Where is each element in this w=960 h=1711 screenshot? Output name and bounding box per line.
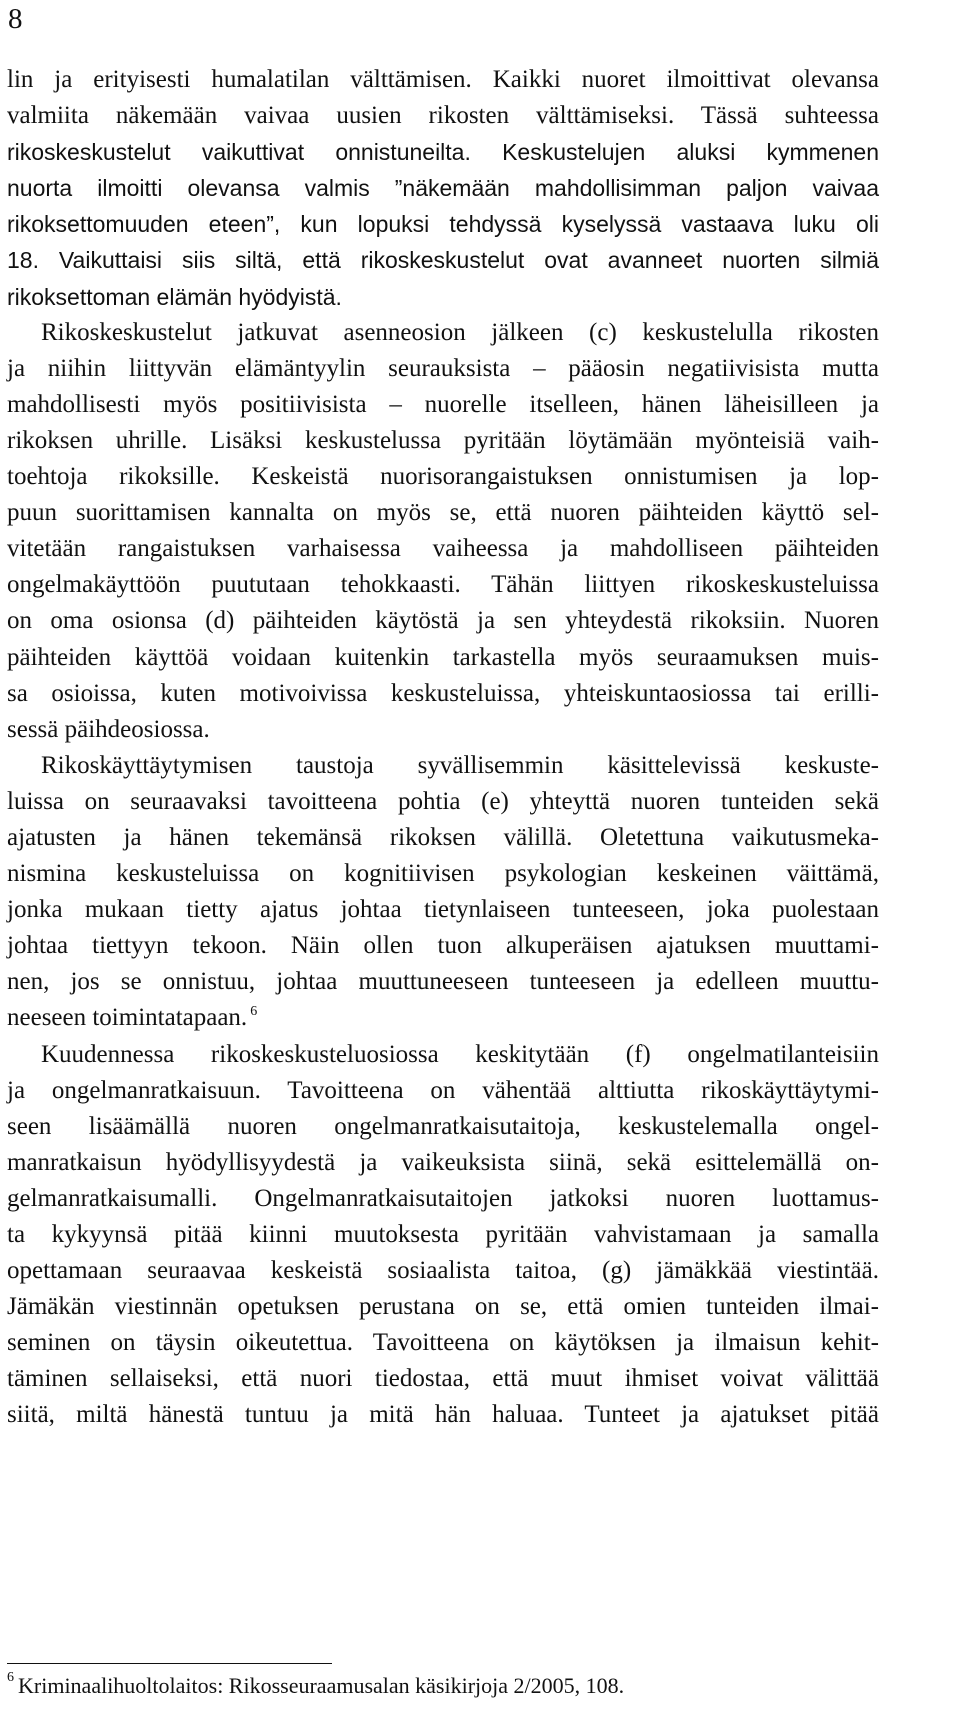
text-line: Jämäkän viestinnän opetuksen perustana on se, että omien tunteiden ilmai- (7, 1293, 879, 1321)
text-line: on oma osionsa (d) päihteiden käytöstä ja sen yhteydestä rikoksiin. Nuoren (7, 607, 879, 635)
text-line (7, 1000, 879, 1036)
paragraph-start-line: Kuudennessa rikoskeskusteluosiossa keskitytään (f) ongelmatilanteisiin (41, 1040, 879, 1068)
text-line: johtaa tiettyyn tekoon. Näin ollen tuon alkuperäisen ajatuksen muuttami- (7, 932, 879, 960)
text-line: nuorta ilmoitti olevansa valmis ”näkemään mahdollisimman paljon vaivaa (7, 175, 879, 202)
text-line: lin ja erityisesti humalatilan välttämisen. Kaikki nuoret ilmoittivat olevansa (7, 66, 879, 93)
paragraph-start-line: Rikoskeskustelut jatkuvat asenneosion jälkeen (c) keskustelulla rikosten (41, 318, 879, 346)
text-line: toehtoja rikoksille. Keskeistä nuorisorangaistuksen onnistumisen ja lop- (7, 463, 879, 491)
footnote (7, 1668, 624, 1704)
text-line: luissa on seuraavaksi tavoitteena pohtia (e) yhteyttä nuoren tunteiden sekä (7, 787, 879, 815)
text-line: täminen sellaiseksi, että nuori tiedostaa, että muut ihmiset voivat välittää (7, 1365, 879, 1393)
text-line: ta kykyynsä pitää kiinni muutoksesta pyritään vahvistamaan ja samalla (7, 1221, 879, 1248)
footnote-reference: 6 (250, 1004, 258, 1020)
text-line: rikoksettoman elämän hyödyistä. (7, 283, 342, 310)
text-line: nismina keskusteluissa on kognitiivisen psykologian keskeinen väittämä, (7, 860, 879, 888)
page-number: 8 (8, 3, 23, 35)
text-line: jonka mukaan tietty ajatus johtaa tietynlaiseen tunteeseen, joka puolestaan (7, 896, 879, 924)
text-line: ja niihin liittyvän elämäntyylin seurauksista – pääosin negatiivisista mutta (7, 354, 879, 382)
text-line: ja ongelmanratkaisuun. Tavoitteena on vähentää alttiutta rikoskäyttäytymi- (7, 1076, 879, 1104)
footnote-separator (7, 1663, 332, 1664)
footnote-marker: 6 (7, 1670, 14, 1685)
text-line: siitä, miltä hänestä tuntuu ja mitä hän haluaa. Tunteet ja ajatukset pitää (7, 1401, 879, 1429)
text-line: ajatusten ja hänen tekemänsä rikoksen välillä. Oletettuna vaikutusmeka- (7, 823, 879, 851)
text-line: seen lisäämällä nuoren ongelmanratkaisutaitoja, keskustelemalla ongel- (7, 1112, 879, 1140)
footnote-text: Kriminaalihuoltolaitos: Rikosseuraamusalan käsikirjoja 2/2005, 108. (18, 1673, 625, 1698)
text-line: vitetään rangaistuksen varhaisessa vaiheessa ja mahdolliseen päihteiden (7, 535, 879, 563)
text-line: sessä päihdeosiossa. (7, 715, 210, 743)
text-line: manratkaisun hyödyllisyydestä ja vaikeuksista siinä, sekä esittelemällä on- (7, 1148, 879, 1176)
text-line: seminen on täysin oikeutettua. Tavoitteena on käytöksen ja ilmaisun kehit- (7, 1329, 879, 1357)
text-line: puun suorittamisen kannalta on myös se, että nuoren päihteiden käyttö sel- (7, 499, 879, 527)
text-line: rikoskeskustelut vaikuttivat onnistuneilta. Keskustelujen aluksi kymmenen (7, 139, 879, 166)
body-text (7, 62, 879, 1434)
text-line: ongelmakäyttöön puututaan tehokkaasti. Tähän liittyen rikoskeskusteluissa (7, 571, 879, 599)
text-line-content: neeseen toimintatapaan. (7, 1004, 248, 1032)
text-line: nen, jos se onnistuu, johtaa muuttuneeseen tunteeseen ja edelleen muuttu- (7, 968, 879, 996)
text-line: rikoksettomuuden eteen”, kun lopuksi tehdyssä kyselyssä vastaava luku oli (7, 211, 879, 238)
text-line: gelmanratkaisumalli. Ongelmanratkaisutaitojen jatkoksi nuoren luottamus- (7, 1184, 879, 1212)
text-line: mahdollisesti myös positiivisista – nuorelle itselleen, hänen läheisilleen ja (7, 390, 879, 418)
text-line: sa osioissa, kuten motivoivissa keskusteluissa, yhteiskuntaosiossa tai erilli- (7, 679, 879, 707)
text-line: 18. Vaikuttaisi siis siltä, että rikoskeskustelut ovat avanneet nuorten silmiä (7, 247, 879, 274)
paragraph-start-line: Rikoskäyttäytymisen taustoja syvällisemmin käsittelevissä keskuste- (41, 751, 879, 779)
text-line: valmiita näkemään vaivaa uusien rikosten välttämiseksi. Tässä suhteessa (7, 102, 879, 130)
text-line: päihteiden käyttöä voidaan kuitenkin tarkastella myös seuraamuksen muis- (7, 643, 879, 671)
text-line: rikoksen uhrille. Lisäksi keskustelussa pyritään löytämään myönteisiä vaih- (7, 426, 879, 454)
text-line: opettamaan seuraavaa keskeistä sosiaalista taitoa, (g) jämäkkää viestintää. (7, 1257, 879, 1285)
